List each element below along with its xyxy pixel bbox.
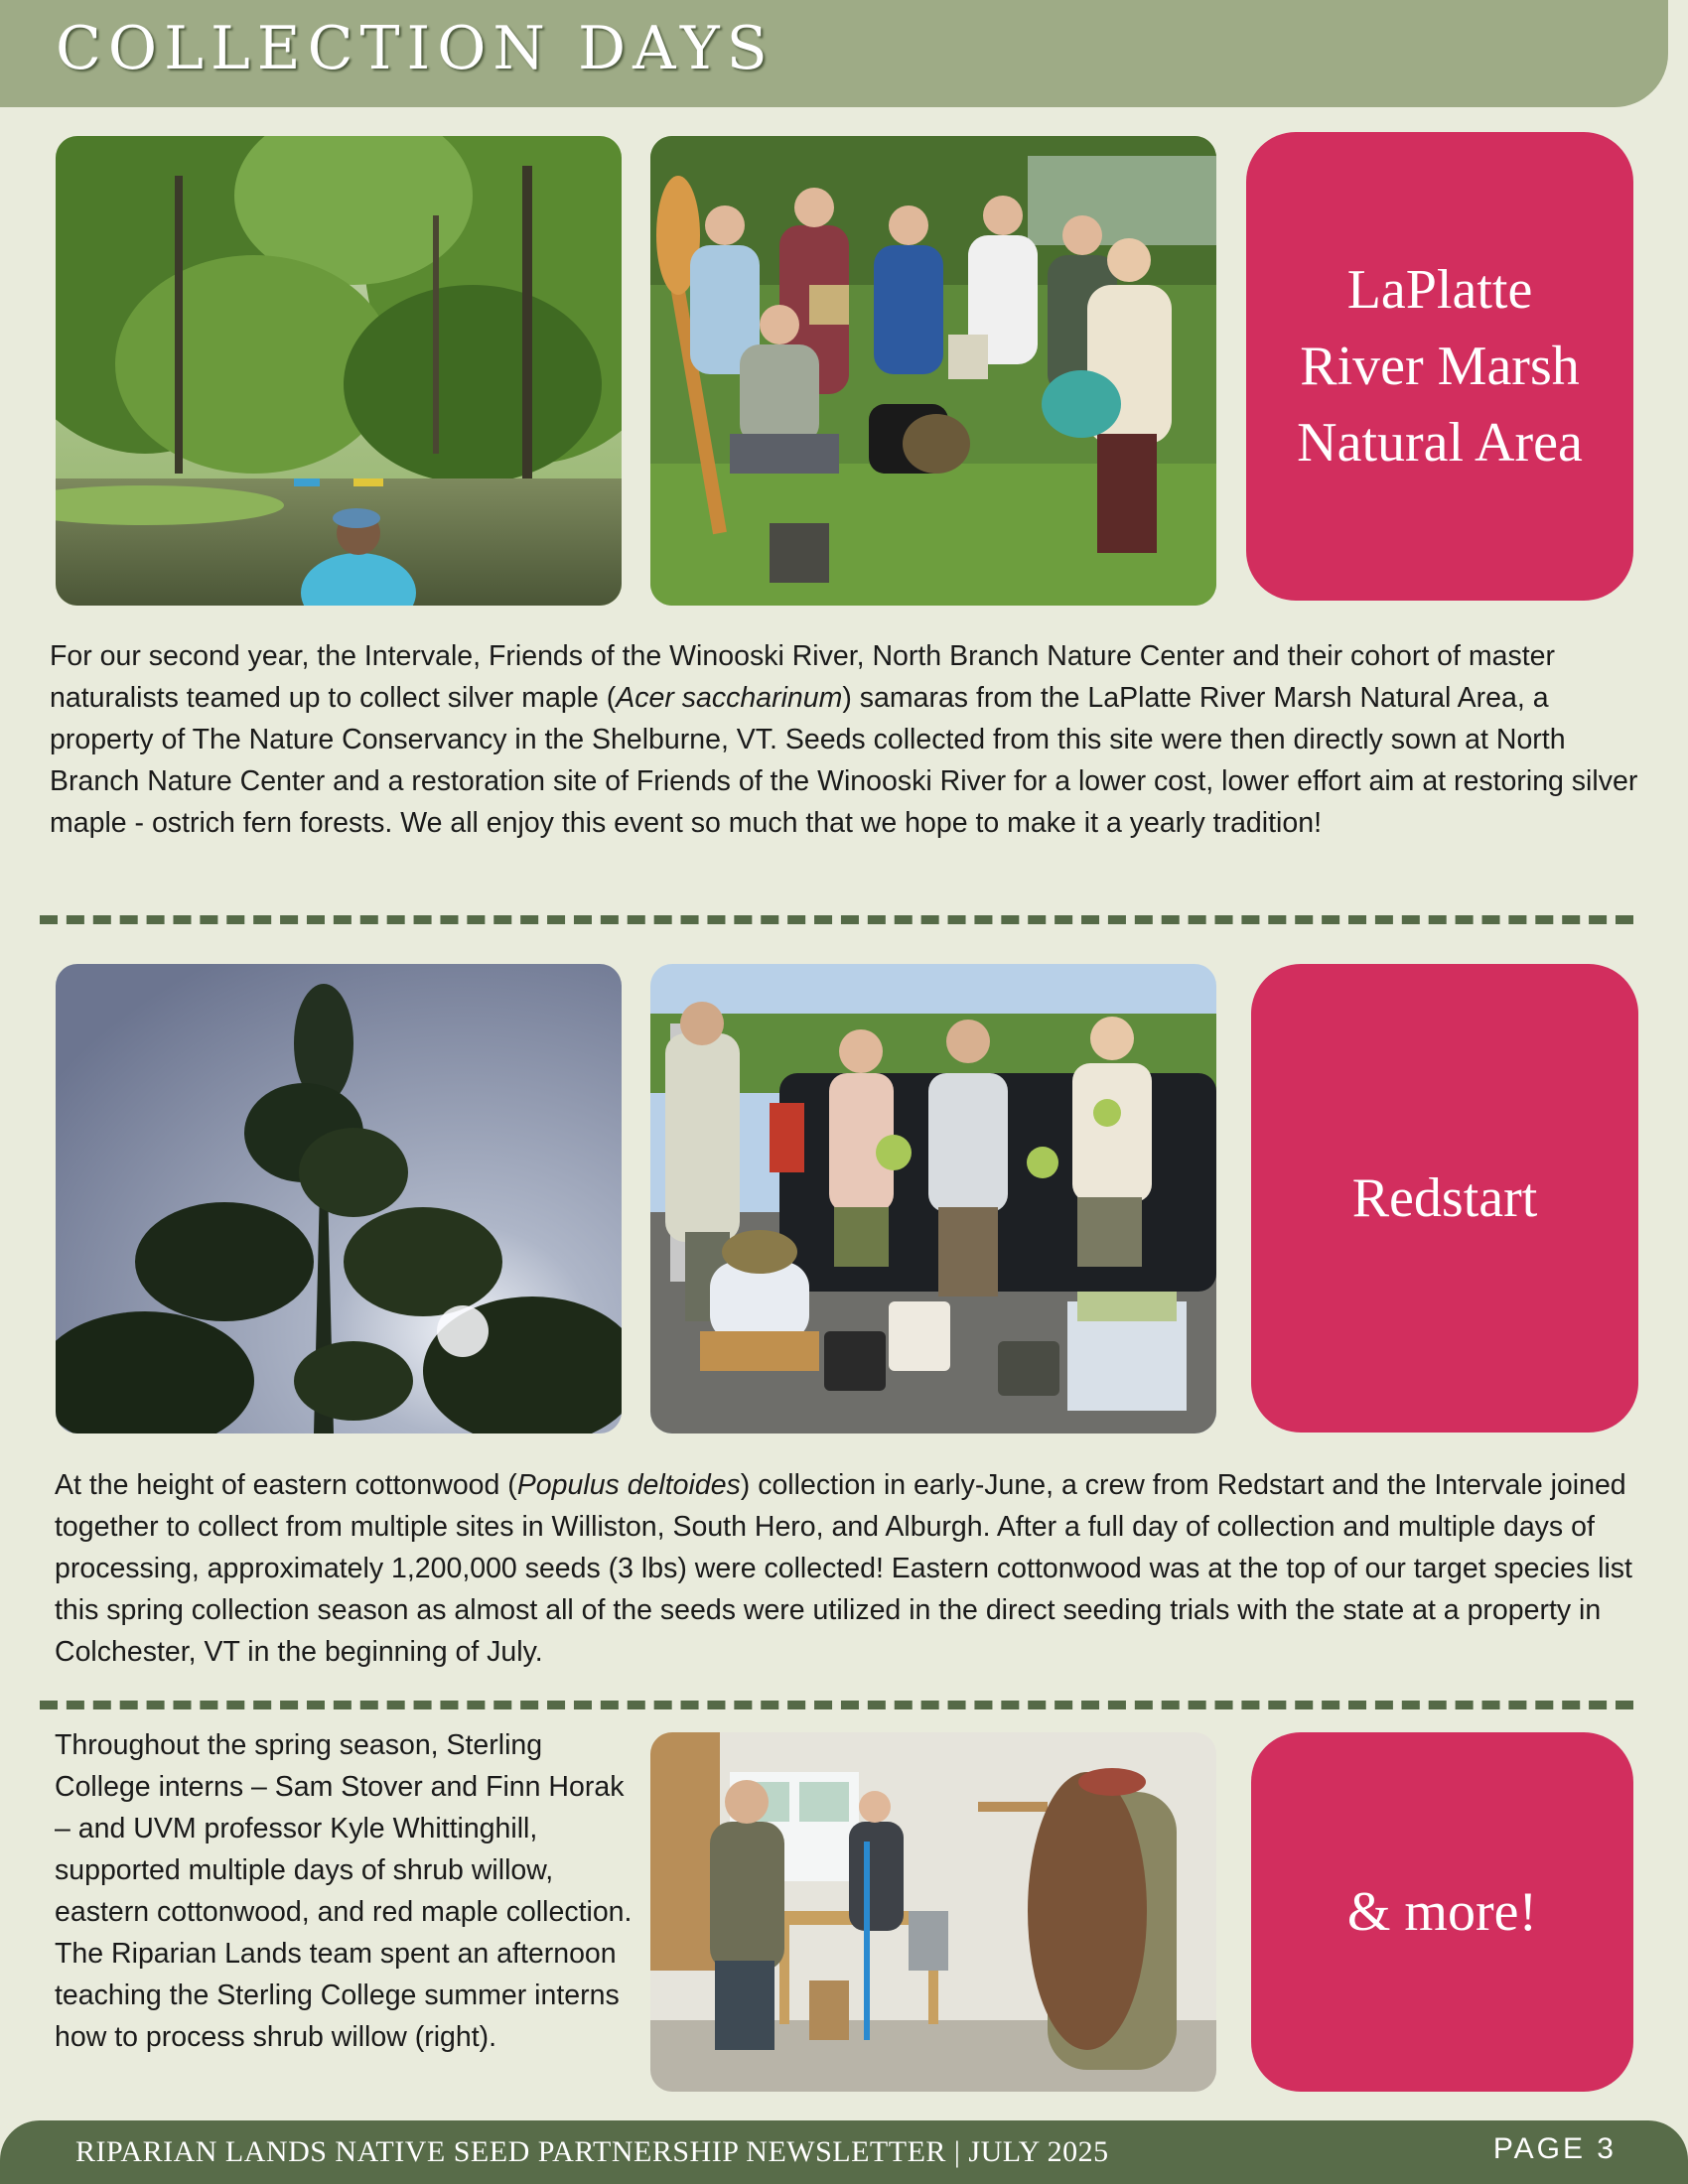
paragraph-redstart: At the height of eastern cottonwood (Populus deltoides) collection in early-June, a crew from Redstart and the Intervale joined together to collect from multiple sites in Williston, South Hero, and Alburgh. After a full day of collection and multiple days of processing, approximately 1,200,000 seeds (3 lbs) were collected! Eastern cottonwood was at the top of our target species list this spring collection season as almost all of the seeds were utilized in the direct seeding trials with the state at a property in Colchester, VT in the beginning of July. [55, 1469, 1632, 1668]
photo-cottonwood-canopy [56, 964, 622, 1433]
location-tag-redstart: Redstart [1251, 964, 1638, 1433]
page-number: PAGE 3 [1492, 2132, 1617, 2165]
location-tag-laplatte: LaPlatte River Marsh Natural Area [1246, 132, 1633, 601]
footer-newsletter-title: RIPARIAN LANDS NATIVE SEED PARTNERSHIP NEWSLETTER | JULY 2025 [75, 2135, 1109, 2168]
photo-kayak-river [56, 136, 622, 606]
section-divider [40, 915, 1633, 924]
page-title: COLLECTION DAYS [56, 14, 774, 83]
paragraph-laplatte: For our second year, the Intervale, Friends of the Winooski River, North Branch Nature Center and their cohort of master naturalists teamed up to collect silver maple (Acer saccharinum) samaras from the LaPlatte River Marsh Natural Area, a property of The Nature Conservancy in the Shelburne, VT. Seeds collected from this site were then directly sown at North Branch Nature Center and a restoration site of Friends of the Winooski River for a lower cost, lower effort aim at restoring silver maple - ostrich fern forests. We all enjoy this event so much that we hope to make it a yearly tradition! [50, 640, 1638, 839]
location-tag-more: & more! [1251, 1732, 1633, 2092]
section-divider [40, 1701, 1633, 1709]
photo-volunteer-group [650, 136, 1216, 606]
paragraph-interns: Throughout the spring season, Sterling College interns – Sam Stover and Finn Horak – and UVM professor Kyle Whittinghill, supported multiple days of shrub willow, eastern cottonwood, and red maple collection. The Riparian Lands team spent an afternoon teaching the Sterling College summer interns how to process shrub willow (right). [55, 1729, 633, 2053]
photo-workshop-processing [650, 1732, 1216, 2092]
photo-redstart-crew [650, 964, 1216, 1433]
